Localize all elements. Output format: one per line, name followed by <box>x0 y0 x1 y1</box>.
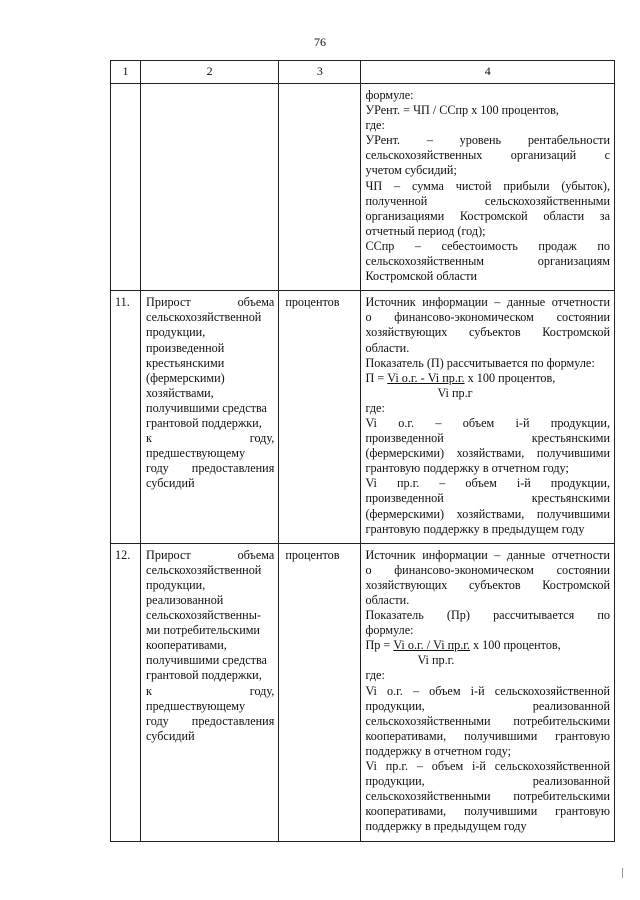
text-line: учетом субсидий; <box>365 163 457 178</box>
text-line: сельскохозяйственной <box>146 310 262 325</box>
text-line: крестьянскими <box>146 355 225 370</box>
text-line: ми потребительскими <box>146 623 260 638</box>
text-line: году предоставления <box>146 713 275 728</box>
text-line: Показатель (П) рассчитывается по формуле: <box>365 355 595 370</box>
text-line: отчетный период (год); <box>365 223 486 238</box>
text-line: организациями Костромской области за <box>365 208 610 223</box>
text-line: ССпр – себестоимость продаж по <box>365 238 610 253</box>
text-line: сельскохозяйственными потребительскими <box>365 713 610 728</box>
header-col-4: 4 <box>361 61 615 84</box>
text-line: полученной сельскохозяйственными <box>365 193 610 208</box>
text-line: (фермерскими) хозяйствами, получившими <box>365 446 610 461</box>
text-line: Vi пр.г. – объем i-й продукции, <box>365 476 610 491</box>
cont-name-cell <box>141 84 279 291</box>
text-line: предшествующему <box>146 446 246 461</box>
cont-unit-cell <box>279 84 361 291</box>
text-line: кооперативами, получившими грантовую <box>365 728 610 743</box>
text-line: о финансово-экономическом состоянии <box>365 310 610 325</box>
text-line: сельскохозяйственны- <box>146 608 261 623</box>
text-line: году предоставления <box>146 461 275 476</box>
formula-suffix: х 100 процентов, <box>469 638 561 653</box>
text-line: Vi о.г. – объем i-й сельскохозяйственной <box>365 683 610 698</box>
indicator-name-cell <box>141 543 279 841</box>
text-line: о финансово-экономическом состоянии <box>365 562 610 577</box>
text-line: Источник информации – данные отчетности <box>365 547 610 562</box>
indicator-name-cell <box>141 291 279 544</box>
text-line: где: <box>365 668 385 683</box>
text-line: к году, <box>146 683 275 698</box>
header-col-3: 3 <box>279 61 361 84</box>
text-line: Прирост объема <box>146 295 275 310</box>
text-line: Источник информации – данные отчетности <box>365 295 610 310</box>
table-header-row <box>111 61 615 84</box>
unit-cell: процентов <box>279 543 361 841</box>
text-line: Vi о.г. – объем i-й продукции, <box>365 415 610 430</box>
text-line: продукции, реализованной <box>365 774 610 789</box>
cont-description-cell <box>361 84 615 291</box>
description-cell <box>361 291 615 544</box>
table-row-11 <box>111 291 615 544</box>
text-line: продукции, реализованной <box>365 698 610 713</box>
text-line: грантовую поддержку в предыдущем году <box>365 521 585 536</box>
page-number: 76 <box>314 35 326 49</box>
formula-prefix: П = <box>365 370 388 385</box>
row-number: 12. <box>111 543 141 841</box>
text-line: поддержку в предыдущем году <box>365 819 527 834</box>
text-line: где: <box>365 118 385 133</box>
formula-numerator: Vi о.г. / Vi пр.г. <box>393 638 470 653</box>
header-col-2: 2 <box>141 61 279 84</box>
text-line: формуле: <box>365 623 414 638</box>
header-col-1: 1 <box>111 61 141 84</box>
text-line: ЧП – сумма чистой прибыли (убыток), <box>365 178 610 193</box>
table-row-continuation <box>111 84 615 291</box>
formula-suffix: х 100 процентов, <box>464 370 556 385</box>
text-line: области. <box>365 593 410 607</box>
text-line: кооперативами, <box>146 638 227 653</box>
text-line: (фермерскими) хозяйствами, получившими <box>365 506 610 521</box>
text-line: получившими средства <box>146 653 267 668</box>
text-line: грантовой поддержки, <box>146 415 262 430</box>
text-line: УРент. = ЧП / ССпр х 100 процентов, <box>365 103 559 118</box>
formula <box>365 638 610 653</box>
text-line: хозяйствами, <box>146 385 214 400</box>
text-line: произведенной крестьянскими <box>365 491 610 506</box>
table-row-12 <box>111 543 615 841</box>
formula <box>365 371 610 386</box>
unit-cell: процентов <box>279 291 361 544</box>
text-line: сельскохозяйственным организациям <box>365 254 610 269</box>
cont-num-cell <box>111 84 141 291</box>
text-line: Vi пр.г. – объем i-й сельскохозяйственной <box>365 759 610 774</box>
scan-mark <box>622 868 623 878</box>
text-line: произведенной крестьянскими <box>365 431 610 446</box>
text-line: кооперативами, получившими грантовую <box>365 804 610 819</box>
row-number: 11. <box>111 291 141 544</box>
text-line: Прирост объема <box>146 547 275 562</box>
text-line: произведенной <box>146 340 225 355</box>
text-line: сельскохозяйственных организаций с <box>365 148 610 163</box>
text-line: хозяйствующих субъектов Костромской <box>365 325 610 340</box>
text-line: Костромской области <box>365 269 478 284</box>
text-line: субсидий <box>146 728 195 743</box>
text-line: области. <box>365 340 410 355</box>
description-cell <box>361 543 615 841</box>
text-line: поддержку в отчетном году; <box>365 743 511 758</box>
text-line: грантовую поддержку в отчетном году; <box>365 461 569 476</box>
indicator-table <box>110 60 615 842</box>
formula-numerator: Vi о.г. - Vi пр.г. <box>387 370 465 385</box>
text-line: сельскохозяйственной <box>146 562 262 577</box>
text-line: хозяйствующих субъектов Костромской <box>365 577 610 592</box>
text-line: формуле: <box>365 88 414 102</box>
text-line: к году, <box>146 431 275 446</box>
text-line: получившими средства <box>146 400 267 415</box>
formula-denominator: Vi пр.г. <box>417 653 455 668</box>
text-line: Показатель (Пр) рассчитывается по <box>365 608 610 623</box>
formula-denominator: Vi пр.г <box>437 385 473 400</box>
text-line: продукции, <box>146 577 206 592</box>
text-line: УРент. – уровень рентабельности <box>365 133 610 148</box>
text-line: продукции, <box>146 325 206 340</box>
formula-prefix: Пр = <box>365 638 394 653</box>
text-line: сельскохозяйственными потребительскими <box>365 789 610 804</box>
text-line: предшествующему <box>146 698 246 713</box>
text-line: субсидий <box>146 476 195 491</box>
text-line: где: <box>365 400 385 415</box>
text-line: грантовой поддержки, <box>146 668 262 683</box>
text-line: (фермерскими) <box>146 370 225 385</box>
text-line: реализованной <box>146 593 224 607</box>
